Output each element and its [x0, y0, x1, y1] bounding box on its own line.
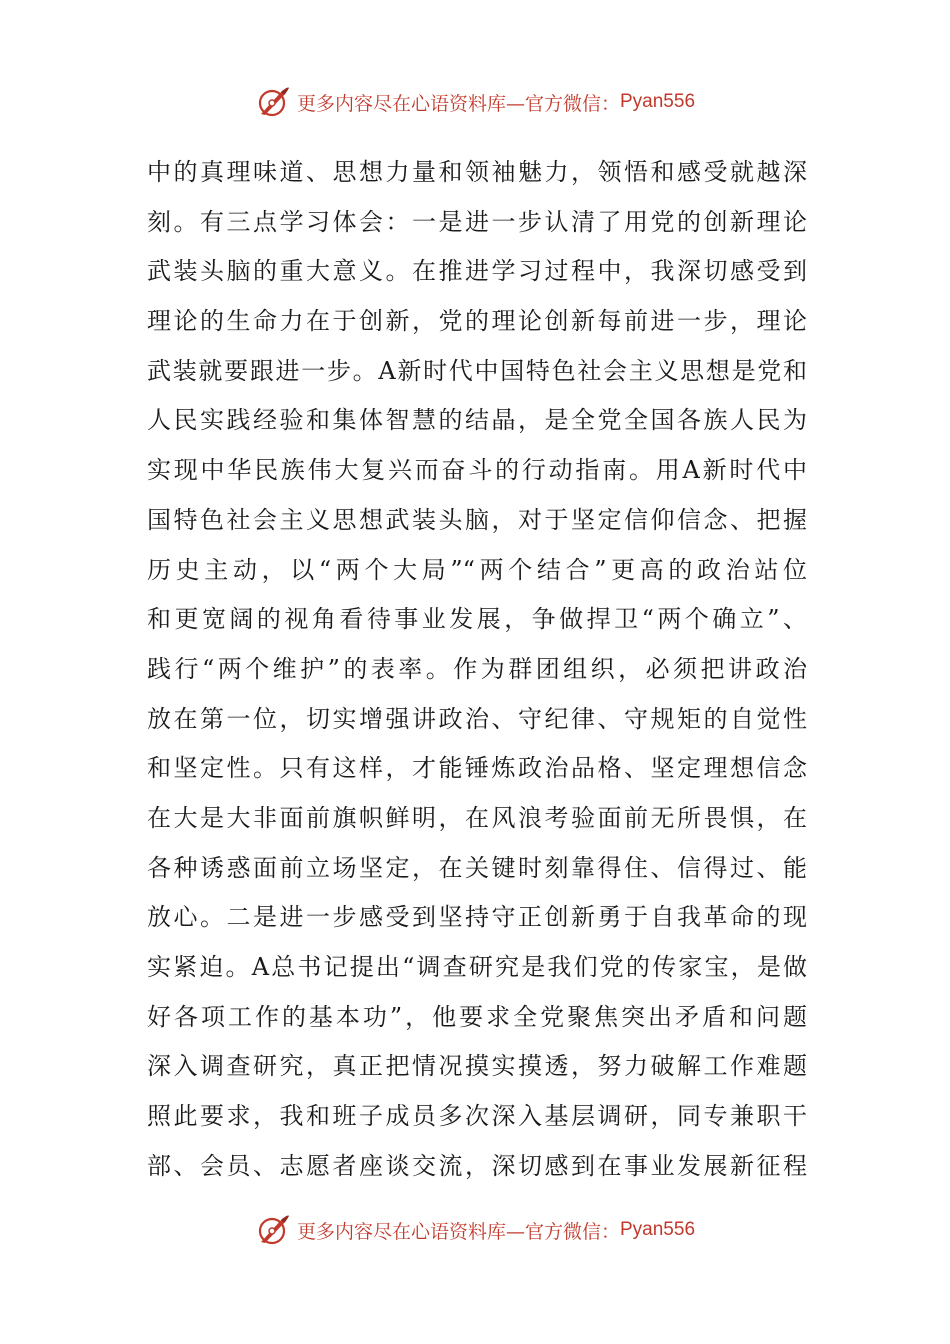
text-line: 人民实践经验和集体智慧的结晶，是全党全国各族人民为 — [147, 406, 807, 435]
text-line: 武装头脑的重大意义。在推进学习过程中，我深切感受到 — [147, 257, 807, 286]
text-line: 和坚定性。只有这样，才能锤炼政治品格、坚定理想信念 — [147, 754, 807, 783]
text-line: 践行“两个维护”的表率。作为群团组织，必须把讲政治 — [147, 654, 807, 683]
text-line: 中的真理味道、思想力量和领袖魅力，领悟和感受就越深 — [147, 158, 807, 186]
footer-watermark-banner — [0, 1208, 950, 1252]
text-line: 部、会员、志愿者座谈交流，深切感到在事业发展新征程 — [147, 1151, 807, 1180]
document-body — [147, 148, 807, 1191]
text-line: 放心。二是进一步感受到坚持守正创新勇于自我革命的现 — [147, 903, 807, 932]
text-line: 刻。有三点学习体会：一是进一步认清了用党的创新理论 — [147, 207, 807, 236]
text-line: 实现中华民族伟大复兴而奋斗的行动指南。用A新时代中 — [147, 456, 807, 485]
text-line: 放在第一位，切实增强讲政治、守纪律、守规矩的自觉性 — [147, 704, 807, 733]
header-watermark-text: 更多内容尽在心语资料库—官方微信： — [296, 92, 620, 115]
text-line: 理论的生命力在于创新，党的理论创新每前进一步，理论 — [147, 307, 807, 336]
text-line: 深入调查研究，真正把情况摸实摸透，努力破解工作难题 — [147, 1052, 807, 1081]
text-line: 国特色社会主义思想武装头脑，对于坚定信仰信念、把握 — [147, 505, 807, 534]
text-line: 在大是大非面前旗帜鲜明，在风浪考验面前无所畏惧，在 — [147, 803, 807, 832]
text-line: 各种诱惑面前立场坚定，在关键时刻靠得住、信得过、能 — [147, 853, 807, 882]
header-watermark-banner — [0, 80, 950, 124]
footer-watermark-text: 更多内容尽在心语资料库—官方微信： — [296, 1220, 620, 1243]
text-line: 照此要求，我和班子成员多次深入基层调研，同专兼职干 — [147, 1102, 807, 1131]
header-wechat-id: Pyan556 — [620, 91, 696, 112]
text-line: 武装就要跟进一步。A新时代中国特色社会主义思想是党和 — [147, 356, 807, 385]
quill-pen-logo-icon — [255, 84, 291, 120]
text-line: 好各项工作的基本功”，他要求全党聚焦突出矛盾和问题 — [147, 1002, 807, 1031]
text-line: 历史主动，以“两个大局”“两个结合”更高的政治站位 — [147, 555, 807, 584]
text-line: 实紧迫。A总书记提出“调查研究是我们党的传家宝，是做 — [147, 953, 807, 981]
footer-wechat-id: Pyan556 — [620, 1219, 696, 1240]
quill-pen-logo-icon — [255, 1212, 291, 1248]
text-line: 和更宽阔的视角看待事业发展，争做捍卫“两个确立”、 — [147, 605, 807, 634]
